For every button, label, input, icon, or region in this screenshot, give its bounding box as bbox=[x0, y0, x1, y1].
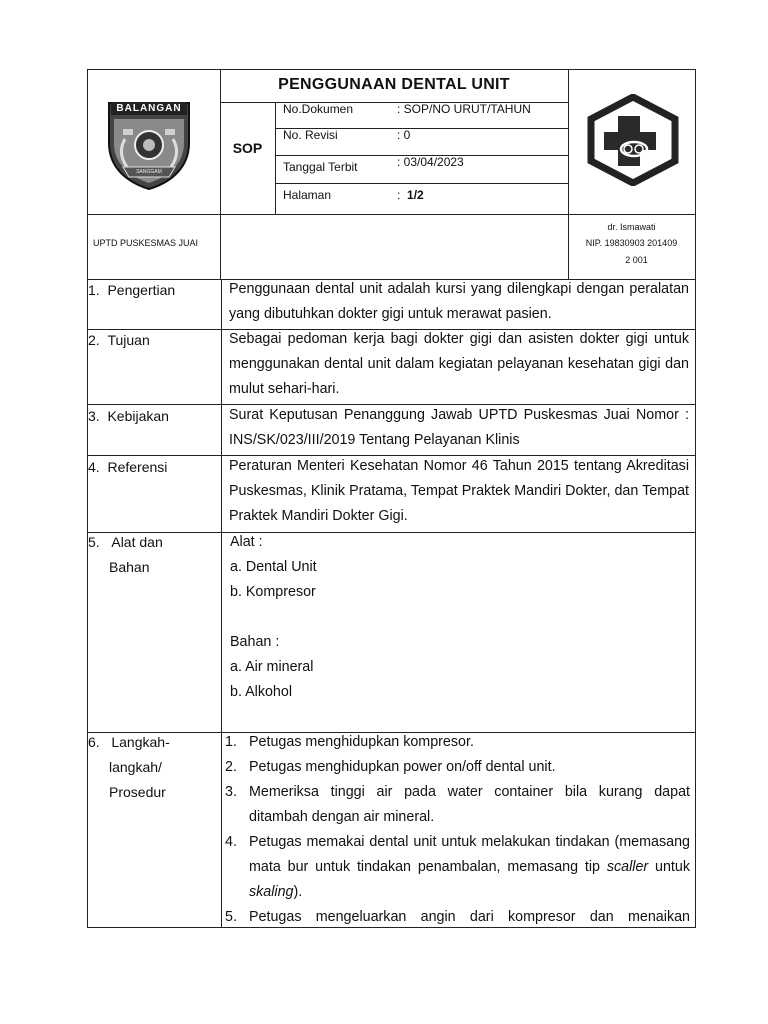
step-1 bbox=[225, 730, 690, 755]
section-2-label bbox=[88, 332, 218, 348]
regency-logo-bottom-text: SANGGAM bbox=[136, 169, 162, 175]
section-6-label bbox=[88, 730, 218, 805]
meta-value-halaman-number: 1/2 bbox=[407, 188, 424, 202]
section-1-text: Penggunaan dental unit adalah kursi yang dilengkapi dengan peralatan yang dibutuhkan dokter gigi untuk merawat pasien. bbox=[229, 281, 689, 322]
step-text-part: Petugas memakai dental unit untuk melakukan tindakan (memasang mata bur untuk tindakan penambalan, memasang tip bbox=[249, 834, 690, 875]
bahan-item: b. Alkohol bbox=[230, 684, 292, 700]
section-5-title-line1: Alat dan bbox=[111, 534, 163, 550]
alat-item: a. Dental Unit bbox=[230, 559, 317, 575]
step-text bbox=[249, 830, 690, 905]
section-6-title-line2: langkah/ bbox=[109, 759, 162, 775]
section-2-number: 2. bbox=[88, 332, 100, 348]
step-5 bbox=[225, 905, 690, 930]
section-5-title-line2: Bahan bbox=[109, 559, 150, 575]
alat-item: b. Kompresor bbox=[230, 584, 316, 600]
step-text-part: ). bbox=[293, 884, 303, 900]
section-5-content bbox=[230, 530, 690, 705]
org-name: UPTD PUSKESMAS JUAI bbox=[93, 238, 199, 248]
section-2-text: Sebagai pedoman kerja bagi dokter gigi dan asisten dokter gigi untuk menggunakan dental unit dalam kegiatan pelayanan kesehatan gigi dan mulut sehari-hari. bbox=[229, 331, 689, 397]
meta-label-nodokumen: No.Dokumen bbox=[283, 102, 354, 116]
section-2-title: Tujuan bbox=[107, 332, 150, 348]
meta-value-halaman-prefix: : bbox=[397, 188, 401, 202]
step-number: 1. bbox=[225, 734, 237, 750]
step-text: Memeriksa tinggi air pada water container bila kurang dapat ditambah dengan air mineral. bbox=[249, 784, 690, 825]
puskesmas-logo bbox=[586, 94, 680, 186]
section-1-title: Pengertian bbox=[107, 282, 176, 298]
section-3-title: Kebijakan bbox=[107, 408, 169, 424]
meta-value-norevisi: : 0 bbox=[397, 128, 411, 142]
section-6-title-line1: Langkah- bbox=[111, 734, 170, 750]
signer-nip-line1: NIP. 19830903 201409 bbox=[585, 238, 678, 248]
section-6-title-line3: Prosedur bbox=[109, 784, 166, 800]
step-number: 4. bbox=[225, 834, 237, 850]
regency-logo-text: BALANGAN bbox=[116, 103, 182, 114]
step-2 bbox=[225, 755, 690, 780]
section-4-number: 4. bbox=[88, 459, 100, 475]
section-4-title: Referensi bbox=[107, 459, 168, 475]
section-3-text: Surat Keputusan Penanggung Jawab UPTD Puskesmas Juai Nomor : INS/SK/023/III/2019 Tentang Pelayanan Klinis bbox=[229, 407, 689, 448]
regency-logo bbox=[103, 99, 195, 191]
bahan-item: a. Air mineral bbox=[230, 659, 314, 675]
signer-name: dr. Ismawati bbox=[607, 222, 656, 232]
step-number: 5. bbox=[225, 909, 237, 925]
alat-title: Alat : bbox=[230, 534, 263, 550]
section-3-number: 3. bbox=[88, 408, 100, 424]
step-text: Petugas menghidupkan power on/off dental unit. bbox=[249, 759, 556, 775]
section-5-number: 5. bbox=[88, 534, 100, 550]
meta-value-halaman bbox=[397, 188, 424, 202]
section-4-label bbox=[88, 459, 218, 475]
meta-label-norevisi: No. Revisi bbox=[283, 128, 338, 142]
section-1-label bbox=[88, 282, 218, 298]
meta-label-halaman: Halaman bbox=[283, 188, 332, 202]
step-3 bbox=[225, 780, 690, 830]
section-4-text: Peraturan Menteri Kesehatan Nomor 46 Tahun 2015 tentang Akreditasi Puskesmas, Klinik Pratama, Tempat Praktek Mandiri Dokter, dan Tempat Praktek Mandiri Dokter Gigi. bbox=[229, 458, 689, 524]
step-text: Petugas mengeluarkan angin dari kompresor dan menaikan bbox=[249, 909, 690, 925]
signer-nip-line2: 2 001 bbox=[625, 255, 648, 265]
step-4 bbox=[225, 830, 690, 905]
meta-value-nodokumen: : SOP/NO URUT/TAHUN bbox=[397, 102, 531, 116]
step-number: 3. bbox=[225, 784, 237, 800]
step-text-emphasis: skaling bbox=[249, 884, 294, 900]
document-title: PENGGUNAAN DENTAL UNIT bbox=[278, 76, 510, 93]
step-number: 2. bbox=[225, 759, 237, 775]
bahan-title: Bahan : bbox=[230, 634, 280, 650]
step-text-emphasis: scaller bbox=[606, 859, 649, 875]
meta-label-tanggal: Tanggal Terbit bbox=[283, 160, 358, 174]
section-1-number: 1. bbox=[88, 282, 100, 298]
section-5-label bbox=[88, 530, 218, 580]
step-text: Petugas menghidupkan kompresor. bbox=[249, 734, 474, 750]
section-6-number: 6. bbox=[88, 734, 100, 750]
section-3-label bbox=[88, 408, 218, 424]
step-text-part: untuk bbox=[648, 859, 690, 875]
sop-label: SOP bbox=[232, 140, 263, 156]
meta-value-tanggal: : 03/04/2023 bbox=[397, 155, 464, 169]
